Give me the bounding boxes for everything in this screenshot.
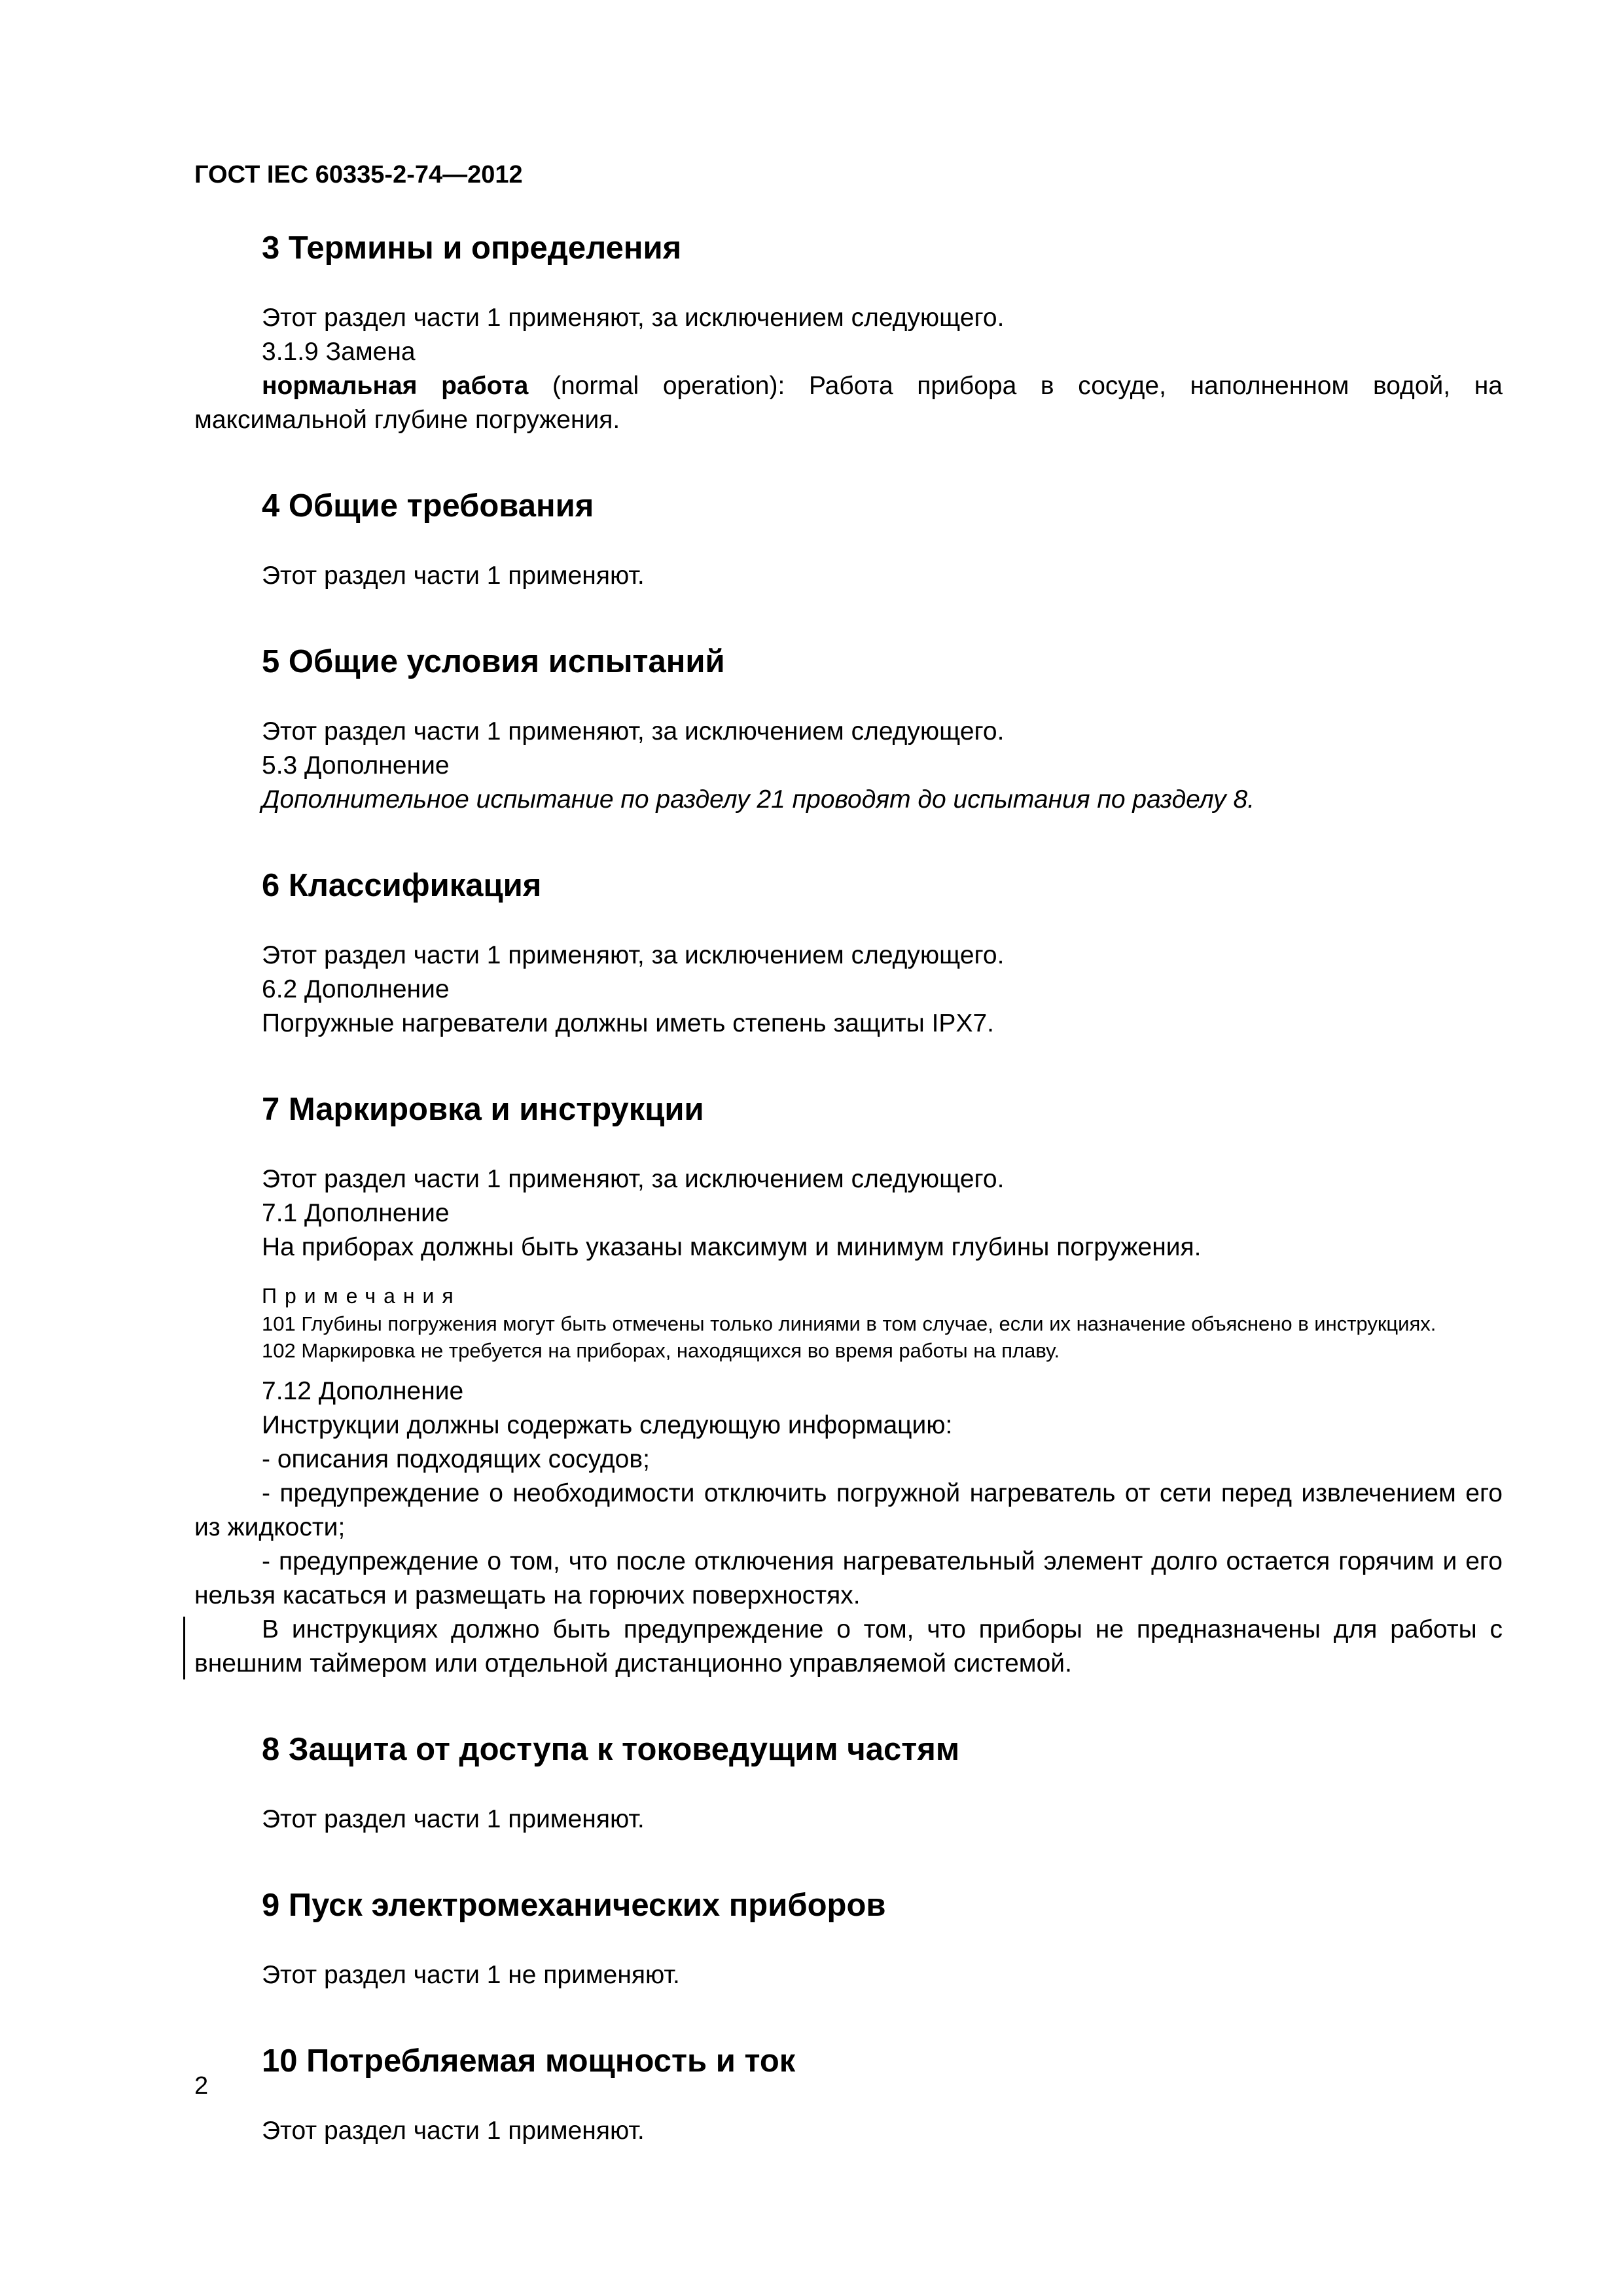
section-7-title: 7 Маркировка и инструкции — [262, 1092, 704, 1127]
clause-7-12: 7.12 Дополнение — [262, 1377, 464, 1405]
document-header: ГОСТ IEC 60335-2-74—2012 — [194, 161, 523, 188]
section-4-intro: Этот раздел части 1 применяют. — [262, 562, 645, 590]
clause-7-1: 7.1 Дополнение — [262, 1199, 450, 1227]
section-10-title: 10 Потребляемая мощность и ток — [262, 2043, 796, 2079]
term-definition — [194, 369, 1503, 437]
clause-3-1-9: 3.1.9 Замена — [262, 338, 416, 366]
term-text: (normal operation): Работа прибора в сосуде, наполненном водой, на максимальной глубине погружения. — [194, 372, 1503, 434]
clause-5-3-text: Дополнительное испытание по разделу 21 проводят до испытания по разделу 8. — [262, 785, 1255, 814]
section-10-intro: Этот раздел части 1 применяют. — [262, 2117, 645, 2145]
page-number: 2 — [194, 2072, 209, 2100]
list-item-disconnect-warning: - предупреждение о необходимости отключить погружной нагреватель от сети перед извлечением его из жидкости; — [194, 1479, 1503, 1541]
clause-6-2: 6.2 Дополнение — [262, 975, 450, 1003]
timer-warning-text: В инструкциях должно быть предупреждение о том, что приборы не предназначены для работы с внешним таймером или отдельной дистанционно управляемой системой. — [194, 1615, 1503, 1677]
note-101: 101 Глубины погружения могут быть отмечены только линиями в том случае, если их назначение объяснено в инструкциях. — [262, 1312, 1436, 1335]
clause-7-1-text: На приборах должны быть указаны максимум и минимум глубины погружения. — [262, 1233, 1202, 1261]
note-102: 102 Маркировка не требуется на приборах, находящихся во время работы на плаву. — [262, 1339, 1060, 1362]
notes-title: Примечания — [262, 1284, 461, 1308]
clause-6-2-text: Погружные нагреватели должны иметь степень защиты IPX7. — [262, 1009, 994, 1037]
section-9-intro: Этот раздел части 1 не применяют. — [262, 1961, 680, 1989]
clause-7-12-intro: Инструкции должны содержать следующую информацию: — [262, 1411, 953, 1439]
document-body — [194, 228, 1503, 2148]
section-6-intro: Этот раздел части 1 применяют, за исключением следующего. — [262, 941, 1005, 969]
clause-5-3: 5.3 Дополнение — [262, 751, 450, 780]
section-3-intro: Этот раздел части 1 применяют, за исключением следующего. — [262, 304, 1005, 332]
section-5-title: 5 Общие условия испытаний — [262, 644, 725, 679]
section-4-title: 4 Общие требования — [262, 488, 594, 524]
section-7-intro: Этот раздел части 1 применяют, за исключением следующего. — [262, 1165, 1005, 1193]
section-8-title: 8 Защита от доступа к токоведущим частям — [262, 1732, 960, 1767]
revision-bar — [183, 1617, 185, 1679]
section-5-intro: Этот раздел части 1 применяют, за исключением следующего. — [262, 717, 1005, 745]
section-9-title: 9 Пуск электромеханических приборов — [262, 1888, 886, 1923]
revised-paragraph — [194, 1613, 1503, 1681]
list-item-vessels: - описания подходящих сосудов; — [262, 1445, 650, 1473]
section-8-intro: Этот раздел части 1 применяют. — [262, 1805, 645, 1833]
section-3-title: 3 Термины и определения — [262, 230, 682, 266]
section-6-title: 6 Классификация — [262, 868, 542, 903]
list-item-hot-element-warning: - предупреждение о том, что после отключения нагревательный элемент долго остается горячим и его нельзя касаться и размещать на горючих поверхностях. — [194, 1547, 1503, 1609]
term-name: нормальная работа — [262, 372, 529, 400]
